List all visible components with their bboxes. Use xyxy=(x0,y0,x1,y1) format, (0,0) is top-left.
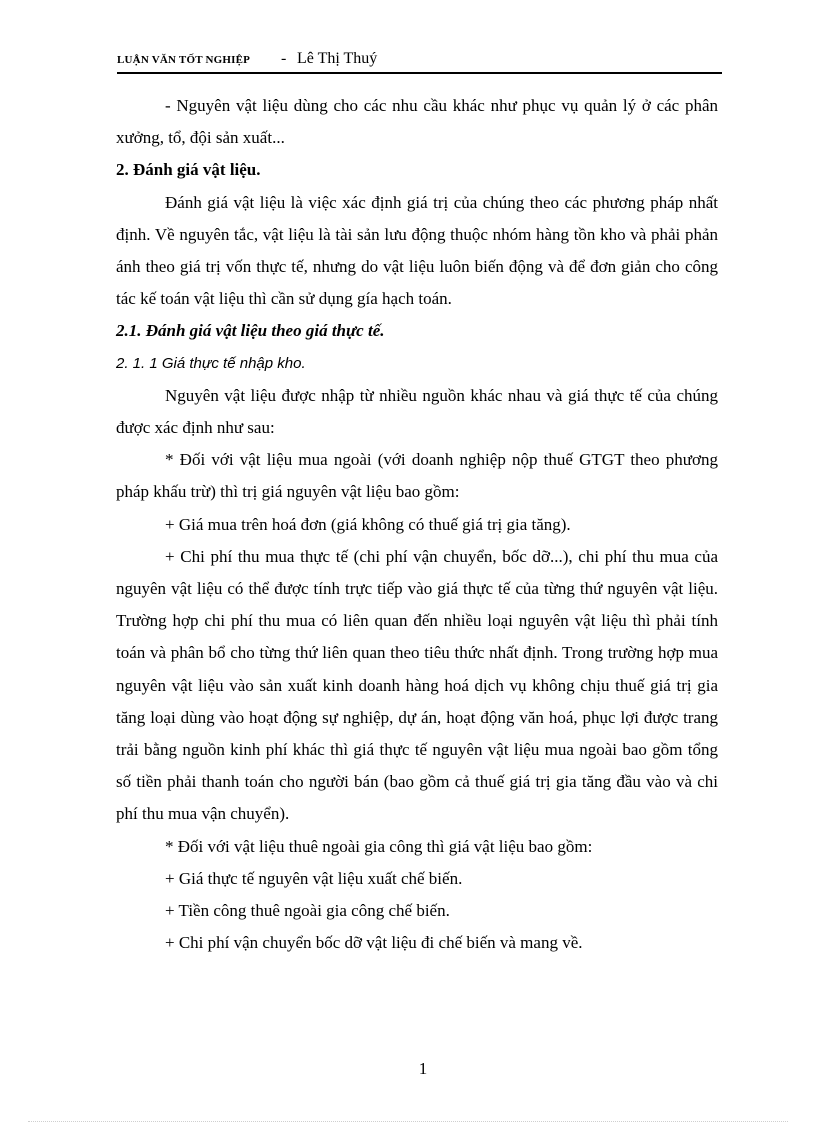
section-heading-2: 2. Đánh giá vật liệu. xyxy=(116,160,261,180)
header-label: LUẬN VĂN TỐT NGHIỆP xyxy=(117,54,251,66)
document-body xyxy=(116,90,718,959)
page-header xyxy=(117,50,722,74)
section-heading-2-1: 2.1. Đánh giá vật liệu theo giá thực tế. xyxy=(116,321,385,341)
paragraph-transport-cost: + Chi phí vận chuyển bốc dỡ vật liệu đi chế biến và mang về. xyxy=(165,933,583,953)
paragraph-invoice-price: + Giá mua trên hoá đơn (giá không có thuế giá trị gia tăng). xyxy=(165,514,571,534)
page-number: 1 xyxy=(418,1059,428,1078)
paragraph-purchase-costs: + Chi phí thu mua thực tế (chi phí vận chuyển, bốc dỡ...), chi phí thu mua của nguyên vật liệu có thể được tính trực tiếp vào giá thực tế của từng thứ nguyên vật liệu. Trường hợp chi phí thu mua có liên quan đến nhiều loại nguyên vật liệu thì phải tính toán và phân bổ cho từng thứ liên quan theo tiêu thức nhất định. Trong trường hợp mua nguyên vật liệu vào sản xuất kinh doanh hàng hoá dịch vụ không chịu thuế giá trị gia tăng loại dùng vào hoạt động sự nghiệp, dự án, hoạt động văn hoá, phục lợi được trang trải bằng nguồn kinh phí khác thì giá thực tế nguyên vật liệu mua ngoài bao gồm tổng số tiền phải thanh toán cho người bán (bao gồm cả thuế giá trị gia tăng đầu vào và chi phí thu mua vận chuyển). xyxy=(116,546,718,824)
page-bottom-divider xyxy=(28,1121,788,1122)
paragraph-sources: Nguyên vật liệu được nhập từ nhiều nguồn khác nhau và giá thực tế của chúng được xác định như sau: xyxy=(116,385,718,438)
paragraph-valuation: Đánh giá vật liệu là việc xác định giá trị của chúng theo các phương pháp nhất định. Về nguyên tắc, vật liệu là tài sản lưu động thuộc nhóm hàng tồn kho và phải phản ánh theo giá trị vốn thực tế, nhưng do vật liệu luôn biến động và để đơn giản cho công tác kế toán vật liệu thì cần sử dụng gía hạch toán. xyxy=(116,192,718,309)
section-heading-2-1-1: 2. 1. 1 Giá thực tế nhập kho. xyxy=(116,354,306,372)
paragraph-labor-cost: + Tiền công thuê ngoài gia công chế biến. xyxy=(165,901,450,921)
paragraph-processing-price: + Giá thực tế nguyên vật liệu xuất chế biến. xyxy=(165,868,463,888)
paragraph-outsourced: * Đối với vật liệu thuê ngoài gia công thì giá vật liệu bao gồm: xyxy=(165,836,593,856)
paragraph-other-uses: - Nguyên vật liệu dùng cho các nhu cầu khác như phục vụ quản lý ở các phân xưởng, tổ, đội sản xuất... xyxy=(116,96,718,148)
header-author: Lê Thị Thuý xyxy=(297,50,378,67)
paragraph-purchased: * Đối với vật liệu mua ngoài (với doanh nghiệp nộp thuế GTGT theo phương pháp khấu trừ) thì trị giá nguyên vật liệu bao gồm: xyxy=(116,450,718,502)
header-separator: - xyxy=(281,50,287,67)
